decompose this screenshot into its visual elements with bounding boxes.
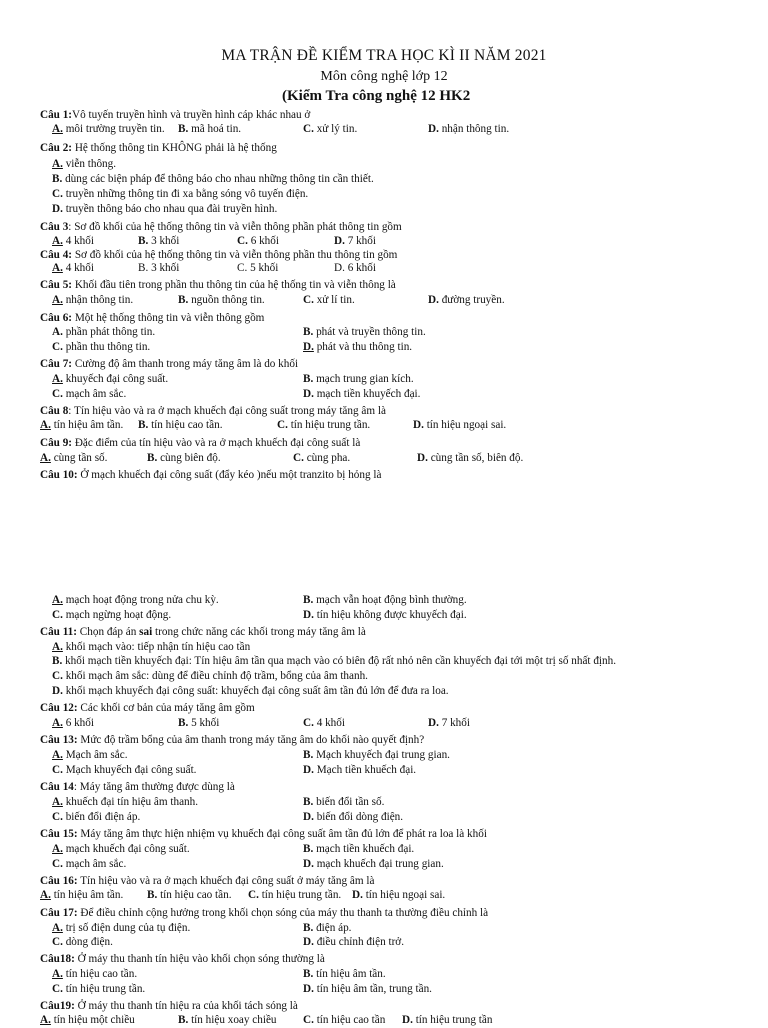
question-stem: Câu 7: Cường độ âm thanh trong máy tăng âm là do khối bbox=[40, 358, 299, 370]
option-a: A. tín hiệu âm tần. bbox=[40, 419, 124, 431]
option-d: D. truyền thông báo cho nhau qua đài truyền hình. bbox=[52, 203, 278, 215]
option-b: B. tín hiệu xoay chiều bbox=[178, 1014, 277, 1026]
option-d: D. tín hiệu ngoại sai. bbox=[413, 419, 507, 431]
option-d: D. cùng tần số, biên độ. bbox=[417, 452, 524, 464]
question-stem: Câu 17: Để điều chỉnh cộng hưởng trong khối chọn sóng của máy thu thanh ta thường điều chỉnh là bbox=[40, 907, 489, 919]
option-b: B. biến đổi tần số. bbox=[303, 796, 385, 808]
option-a: A. cùng tần số. bbox=[40, 452, 108, 464]
option-b: B. cùng biên độ. bbox=[147, 452, 221, 464]
option-a: A. khuếch đại tín hiệu âm thanh. bbox=[52, 796, 199, 808]
question-stem: Câu 8: Tín hiệu vào và ra ở mạch khuếch đại công suất trong máy tăng âm là bbox=[40, 405, 386, 417]
option-b: B. tín hiệu cao tần. bbox=[138, 419, 223, 431]
option-c: C. Mạch khuyếch đại công suất. bbox=[52, 764, 197, 776]
option-d: D. biến đổi dòng điện. bbox=[303, 811, 404, 823]
option-a: A. nhận thông tin. bbox=[52, 294, 134, 306]
option-b: B. mạch vẫn hoạt động bình thường. bbox=[303, 594, 467, 606]
question-stem: Câu 9: Đặc điểm của tín hiệu vào và ra ở mạch khuếch đại công suất là bbox=[40, 437, 361, 449]
option-b: B. tín hiệu âm tần. bbox=[303, 968, 386, 980]
question-stem: Câu 15: Máy tăng âm thực hiện nhiệm vụ khuếch đại công suất âm tần đủ lớn để phát ra loa là khối bbox=[40, 828, 487, 840]
option-a: A. tín hiệu cao tần. bbox=[52, 968, 138, 980]
option-a: A. viễn thông. bbox=[52, 158, 117, 170]
question-stem: Câu 16: Tín hiệu vào và ra ở mạch khuếch đại công suất ở máy tăng âm là bbox=[40, 875, 375, 887]
option-d: D. điều chỉnh điện trở. bbox=[303, 936, 405, 948]
option-d: D. khối mạch khuyếch đại công suất: khuyếch đại công suất âm tần đủ lớn để đưa ra loa. bbox=[52, 685, 449, 697]
question-stem: Câu 1:Vô tuyến truyền hình và truyền hình cáp khác nhau ở bbox=[40, 109, 311, 121]
option-b: B. 3 khối bbox=[138, 235, 180, 247]
option-a: A. Mạch âm sắc. bbox=[52, 749, 128, 761]
option-c: C. xử lý tin. bbox=[303, 123, 358, 135]
option-d: D. 6 khối bbox=[334, 262, 376, 274]
option-d: D. nhận thông tin. bbox=[428, 123, 510, 135]
option-c: C. tín hiệu trung tần. bbox=[248, 889, 342, 901]
question-stem: Câu 13: Mức độ trầm bổng của âm thanh trong máy tăng âm do khối nào quyết định? bbox=[40, 734, 425, 746]
option-a: A. mạch hoạt động trong nửa chu kỳ. bbox=[52, 594, 219, 606]
option-b: B. tín hiệu cao tần. bbox=[147, 889, 232, 901]
option-c: C. khối mạch âm sắc: dùng để điều chỉnh độ trầm, bổng của âm thanh. bbox=[52, 670, 368, 682]
option-a: A. 6 khối bbox=[52, 717, 94, 729]
option-c: C. tín hiệu trung tần. bbox=[277, 419, 371, 431]
option-c: C. dòng điện. bbox=[52, 936, 113, 948]
option-c: C. mạch âm sắc. bbox=[52, 858, 127, 870]
question-stem: Câu 5: Khối đầu tiên trong phần thu thông tin của hệ thống tin và viễn thông là bbox=[40, 279, 396, 291]
option-b: B. dùng các biện pháp để thông báo cho nhau những thông tin cần thiết. bbox=[52, 173, 374, 185]
option-d: D. 7 khối bbox=[428, 717, 470, 729]
option-d: D. Mạch tiền khuếch đại. bbox=[303, 764, 417, 776]
option-c: C. 5 khối bbox=[237, 262, 279, 274]
option-c: C. mạch âm sắc. bbox=[52, 388, 127, 400]
option-d: D. tín hiệu âm tần, trung tần. bbox=[303, 983, 432, 995]
option-c: C. 6 khối bbox=[237, 235, 279, 247]
option-c: C. tín hiệu trung tần. bbox=[52, 983, 146, 995]
question-stem: Câu 6: Một hệ thống thông tin và viễn thông gồm bbox=[40, 312, 265, 324]
option-c: C. cùng pha. bbox=[293, 452, 351, 464]
option-c: C. phần thu thông tin. bbox=[52, 341, 151, 353]
option-d: D. tín hiệu trung tần bbox=[402, 1014, 493, 1026]
option-d: D. 7 khối bbox=[334, 235, 376, 247]
option-d: D. mạch khuếch đại trung gian. bbox=[303, 858, 444, 870]
document-title: MA TRẬN ĐỀ KIỂM TRA HỌC KÌ II NĂM 2021 bbox=[221, 47, 547, 64]
option-b: B. phát và truyền thông tin. bbox=[303, 326, 426, 338]
option-d: D. phát và thu thông tin. bbox=[303, 341, 413, 353]
option-b: B. mạch tiền khuếch đại. bbox=[303, 843, 415, 855]
option-a: A. khối mạch vào: tiếp nhận tín hiệu cao tần bbox=[52, 641, 251, 653]
option-a: A. 4 khối bbox=[52, 262, 94, 274]
exam-subtitle: (Kiểm Tra công nghệ 12 HK2 bbox=[282, 88, 471, 104]
option-b: B. 5 khối bbox=[178, 717, 220, 729]
question-stem: Câu18: Ở máy thu thanh tín hiệu vào khối chọn sóng thường là bbox=[40, 953, 325, 965]
option-d: D. mạch tiền khuyếch đại. bbox=[303, 388, 421, 400]
option-c: C. xử lí tin. bbox=[303, 294, 355, 306]
option-a: A. 4 khối bbox=[52, 235, 94, 247]
option-b: B. Mạch khuyếch đại trung gian. bbox=[303, 749, 450, 761]
option-b: B. mạch trung gian kích. bbox=[303, 373, 414, 385]
option-a: A. khuyếch đại công suất. bbox=[52, 373, 169, 385]
option-b: B. mã hoá tin. bbox=[178, 123, 242, 135]
option-b: B. khối mạch tiền khuyếch đại: Tín hiệu âm tần qua mạch vào có biên độ rất nhỏ nên cần khuyếch đại tới một trị số nhất định. bbox=[52, 655, 617, 667]
option-b: B. điện áp. bbox=[303, 922, 352, 934]
option-a: A. mạch khuếch đại công suất. bbox=[52, 843, 190, 855]
option-a: A. trị số điện dung của tụ điện. bbox=[52, 922, 191, 934]
question-stem: Câu 2: Hệ thống thông tin KHÔNG phải là hệ thống bbox=[40, 142, 277, 154]
option-d: D. đường truyền. bbox=[428, 294, 505, 306]
question-stem: Câu 14: Máy tăng âm thường được dùng là bbox=[40, 781, 235, 793]
question-stem: Câu 11: Chọn đáp án sai trong chức năng các khối trong máy tăng âm là bbox=[40, 626, 366, 638]
subject-line: Môn công nghệ lớp 12 bbox=[320, 69, 448, 84]
option-a: A. tín hiệu âm tần. bbox=[40, 889, 124, 901]
question-stem: Câu19: Ở máy thu thanh tín hiệu ra của khối tách sóng là bbox=[40, 1000, 298, 1012]
option-b: B. 3 khối bbox=[138, 262, 180, 274]
option-c: C. truyền những thông tin đi xa bằng sóng vô tuyến điện. bbox=[52, 188, 309, 200]
option-a: A. phần phát thông tin. bbox=[52, 326, 156, 338]
option-c: C. mạch ngừng hoạt động. bbox=[52, 609, 172, 621]
question-stem: Câu 3: Sơ đồ khối của hệ thống thông tin và viễn thông phần phát thông tin gồm bbox=[40, 221, 402, 233]
option-c: C. 4 khối bbox=[303, 717, 345, 729]
question-stem: Câu 10: Ở mạch khuếch đại công suất (đẩy kéo )nếu một tranzito bị hỏng là bbox=[40, 469, 382, 481]
option-c: C. biến đổi điện áp. bbox=[52, 811, 141, 823]
option-d: D. tín hiệu không được khuyếch đại. bbox=[303, 609, 467, 621]
option-d: D. tín hiệu ngoại sai. bbox=[352, 889, 446, 901]
option-c: C. tín hiệu cao tần bbox=[303, 1014, 386, 1026]
question-stem: Câu 4: Sơ đồ khối của hệ thống thông tin và viễn thông phần thu thông tin gồm bbox=[40, 249, 398, 261]
option-a: A. tín hiệu một chiều bbox=[40, 1014, 135, 1026]
option-a: A. môi trường truyền tin. bbox=[52, 123, 165, 135]
question-stem: Câu 12: Các khối cơ bản của máy tăng âm gồm bbox=[40, 702, 255, 714]
option-b: B. nguồn thông tin. bbox=[178, 294, 265, 306]
